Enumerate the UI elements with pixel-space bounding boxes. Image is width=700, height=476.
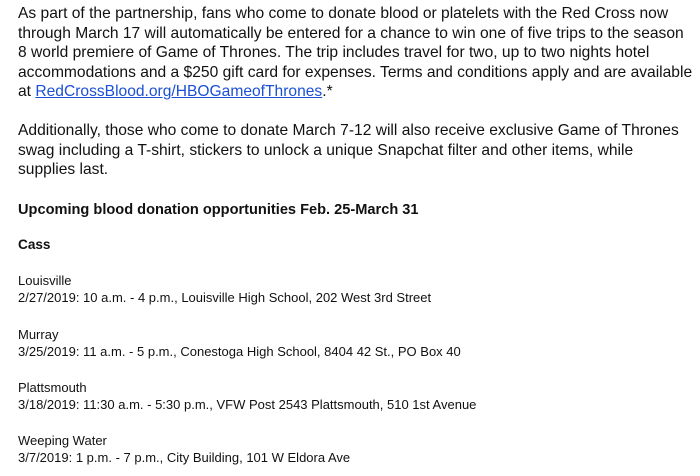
event-town: Louisville [18,273,72,288]
event-detail: 3/7/2019: 1 p.m. - 7 p.m., City Building, 101 W Eldora Ave [18,450,351,465]
list-item [18,326,461,360]
list-item [18,379,476,413]
event-town: Plattsmouth [18,380,87,395]
event-detail: 3/18/2019: 11:30 a.m. - 5:30 p.m., VFW Post 2543 Plattsmouth, 510 1st Avenue [18,397,477,412]
hbo-game-of-thrones-link[interactable]: RedCrossBlood.org/HBOGameofThrones [35,83,323,101]
intro-text-end: .* [322,83,333,101]
list-item [18,432,350,466]
additional-paragraph: Additionally, those who come to donate March 7-12 will also receive exclusive Game of Thrones swag including a T-shirt, stickers to unlock a unique Snapchat filter and other items, while supplies last. [18,121,679,179]
article-body [18,4,694,465]
schedule-heading: Upcoming blood donation opportunities Feb. 25-March 31 [18,202,419,218]
event-detail: 2/27/2019: 10 a.m. - 4 p.m., Louisville High School, 202 West 3rd Street [18,290,432,305]
event-detail: 3/25/2019: 11 a.m. - 5 p.m., Conestoga High School, 8404 42 St., PO Box 40 [18,344,461,359]
event-town: Murray [18,327,59,342]
list-item [18,272,431,306]
county-heading: Cass [18,237,51,252]
intro-text: As part of the partnership, fans who come to donate blood or platelets with the Red Cross now through March 17 will automatically be entered for a chance to win one of five trips to the season 8 world premiere of Game of Thrones. The trip includes travel for two, up to two nights hotel accommodations and a $250 gift card for expenses. Terms and conditions apply and are available at [18,5,693,101]
intro-paragraph [18,4,694,102]
event-town: Weeping Water [18,433,107,448]
